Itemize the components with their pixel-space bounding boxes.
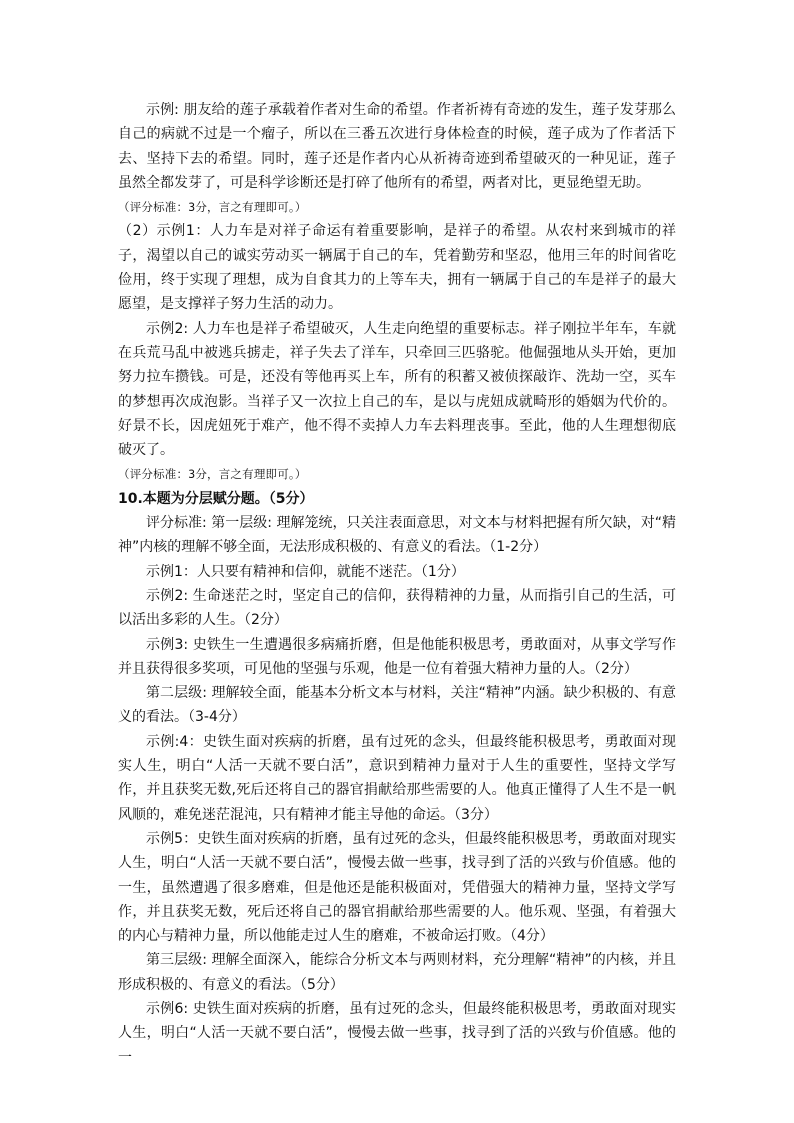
example-1: 示例1：人只要有精神和信仰，就能不迷茫。（1分） (146, 563, 465, 580)
scoring-note-2: （评分标准：3分，言之有理即可。） (118, 467, 307, 482)
example-3: 示例3: 史铁生一生遭遇很多病痛折磨，但是他能积极思考，勇敢面对，从事文学写作并且获得很多奖项，可见他的坚强与乐观，他是一位有着强大精神力量的人。（2分） (118, 636, 676, 677)
scoring-level-2: 第二层级: 理解较全面，能基本分析文本与材料，关注“精神”内涵。缺少积极的、有意义的看法。（3-4分） (118, 685, 676, 726)
question-10-heading: 10.本题为分层赋分题。（5分） (118, 490, 314, 507)
scoring-note-1: （评分标准：3分，言之有理即可。） (118, 200, 307, 215)
answer-example-lotus: 示例: 朋友给的莲子承载着作者对生命的希望。作者祈祷有奇迹的发生，莲子发芽那么自己的病就不过是一个瘤子，所以在三番五次进行身体检查的时候，莲子成为了作者活下去、坚持下去的希望。同时，莲子还是作者内心从祈祷奇迹到希望破灭的一种见证，莲子虽然全都发芽了，可是科学诊断还是打碎了他所有的希望，两者对比，更显绝望无助。 (118, 102, 676, 191)
scoring-level-1: 评分标准: 第一层级: 理解笼统，只关注表面意思，对文本与材料把握有所欠缺，对“精神”内核的理解不够全面，无法形成积极的、有意义的看法。（1-2分） (118, 515, 676, 556)
answer-example-rickshaw-1: （2）示例1：人力车是对祥子命运有着重要影响，是祥子的希望。从农村来到城市的祥子，渴望以自己的诚实劳动买一辆属于自己的车，凭着勤劳和坚忍，他用三年的时间省吃俭用，终于实现了理想，成为自食其力的上等车夫，拥有一辆属于自己的车是祥子的最大愿望，是支撑祥子努力生活的动力。 (118, 223, 676, 313)
answer-example-rickshaw-2: 示例2: 人力车也是祥子希望破灭，人生走向绝望的重要标志。祥子刚拉半年车，车就在兵荒马乱中被逃兵掳走，祥子失去了洋车，只牵回三匹骆驼。他倔强地从头开始，更加努力拉车攒钱。可是，还没有等他再买上车，所有的积蓄又被侦探敲诈、洗劫一空，买车的梦想再次成泡影。当祥子又一次拉上自己的车，是以与虎妞成就畸形的婚姻为代价的。好景不长，因虎妞死于难产，他不得不卖掉人力车去料理丧事。至此，他的人生理想彻底破灭了。 (118, 320, 676, 459)
example-2: 示例2: 生命迷茫之时，坚定自己的信仰，获得精神的力量，从而指引自己的生活，可以活出多彩的人生。（2分） (118, 587, 676, 629)
example-5: 示例5：史铁生面对疾病的折磨，虽有过死的念头，但最终能积极思考，勇敢面对现实人生，明白“人活一天就不要白活”，慢慢去做一些事，找寻到了活的兴致与价值感。他的一生，虽然遭遇了很多磨难，但是他还是能积极面对，凭借强大的精神力量，坚持文学写作，并且获奖无数，死后还将自己的器官捐献给那些需要的人。他乐观、坚强，有着强大的内心与精神力量，所以他能走过人生的磨难，不被命运打败。（4分） (118, 830, 676, 945)
example-6: 示例6: 史铁生面对疾病的折磨，虽有过死的念头，但最终能积极思考，勇敢面对现实人生，明白“人活一天就不要白活”，慢慢去做一些事，找寻到了活的兴致与价值感。他的一 (118, 1000, 676, 1066)
scoring-level-3: 第三层级: 理解全面深入，能综合分析文本与两则材料，充分理解“精神”的内核，并且形成积极的、有意义的看法。（5分） (118, 952, 676, 993)
example-4: 示例:4：史铁生面对疾病的折磨，虽有过死的念头，但最终能积极思考，勇敢面对现实人生，明白“人活一天就不要白活”，意识到精神力量对于人生的重要性，坚持文学写作，并且获奖无数,死后还将自己的器官捐献给那些需要的人。他真正懂得了人生不是一帆风顺的，难免迷茫混沌，只有精神才能主导他的命运。（3分） (118, 733, 676, 823)
